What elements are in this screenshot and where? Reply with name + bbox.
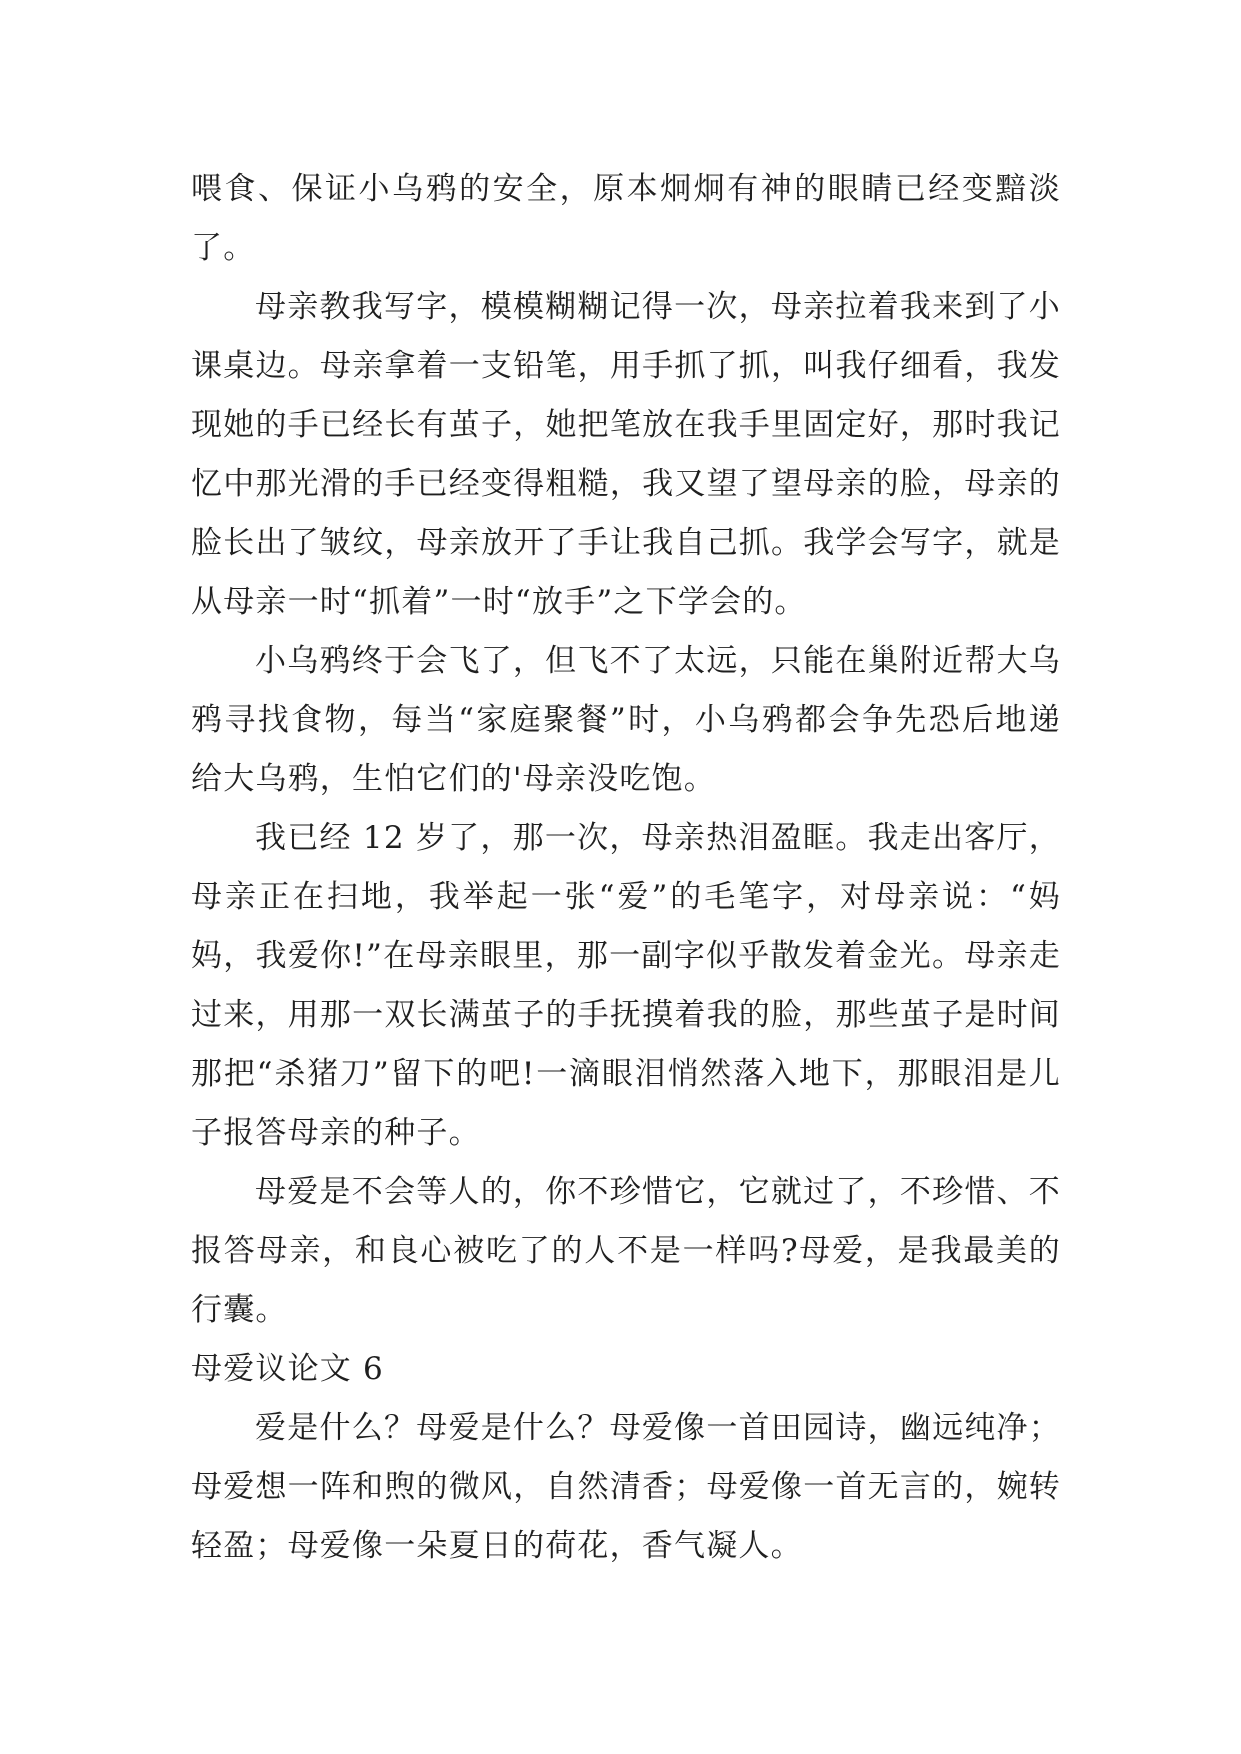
paragraph: 小乌鸦终于会飞了，但飞不了太远，只能在巢附近帮大乌鸦寻找食物，每当“家庭聚餐”时，小乌鸦都会争先恐后地递给大乌鸦，生怕它们的'母亲没吃饱。 (191, 643, 1061, 797)
section-title: 母爱议论文 6 (191, 1351, 384, 1387)
paragraph: 母亲教我写字，模模糊糊记得一次，母亲拉着我来到了小课桌边。母亲拿着一支铅笔，用手抓了抓，叫我仔细看，我发现她的手已经长有茧子，她把笔放在我手里固定好，那时我记忆中那光滑的手已经变得粗糙，我又望了望母亲的脸，母亲的脸长出了皱纹，母亲放开了手让我自己抓。我学会写字，就是从母亲一时“抓着”一时“放手”之下学会的。 (191, 289, 1061, 620)
paragraph: 爱是什么？母爱是什么？母爱像一首田园诗，幽远纯净；母爱想一阵和煦的微风，自然清香；母爱像一首无言的，婉转轻盈；母爱像一朵夏日的荷花，香气凝人。 (191, 1410, 1061, 1564)
document-body (191, 160, 1061, 1576)
paragraph: 喂食、保证小乌鸦的安全，原本炯炯有神的眼睛已经变黯淡了。 (191, 171, 1061, 266)
paragraph: 我已经 12 岁了，那一次，母亲热泪盈眶。我走出客厅，母亲正在扫地，我举起一张“爱”的毛笔字，对母亲说：“妈妈，我爱你!”在母亲眼里，那一副字似乎散发着金光。母亲走过来，用那一双长满茧子的手抚摸着我的脸，那些茧子是时间那把“杀猪刀”留下的吧!一滴眼泪悄然落入地下，那眼泪是儿子报答母亲的种子。 (191, 820, 1061, 1151)
paragraph: 母爱是不会等人的，你不珍惜它，它就过了，不珍惜、不报答母亲，和良心被吃了的人不是一样吗?母爱，是我最美的行囊。 (191, 1174, 1061, 1328)
